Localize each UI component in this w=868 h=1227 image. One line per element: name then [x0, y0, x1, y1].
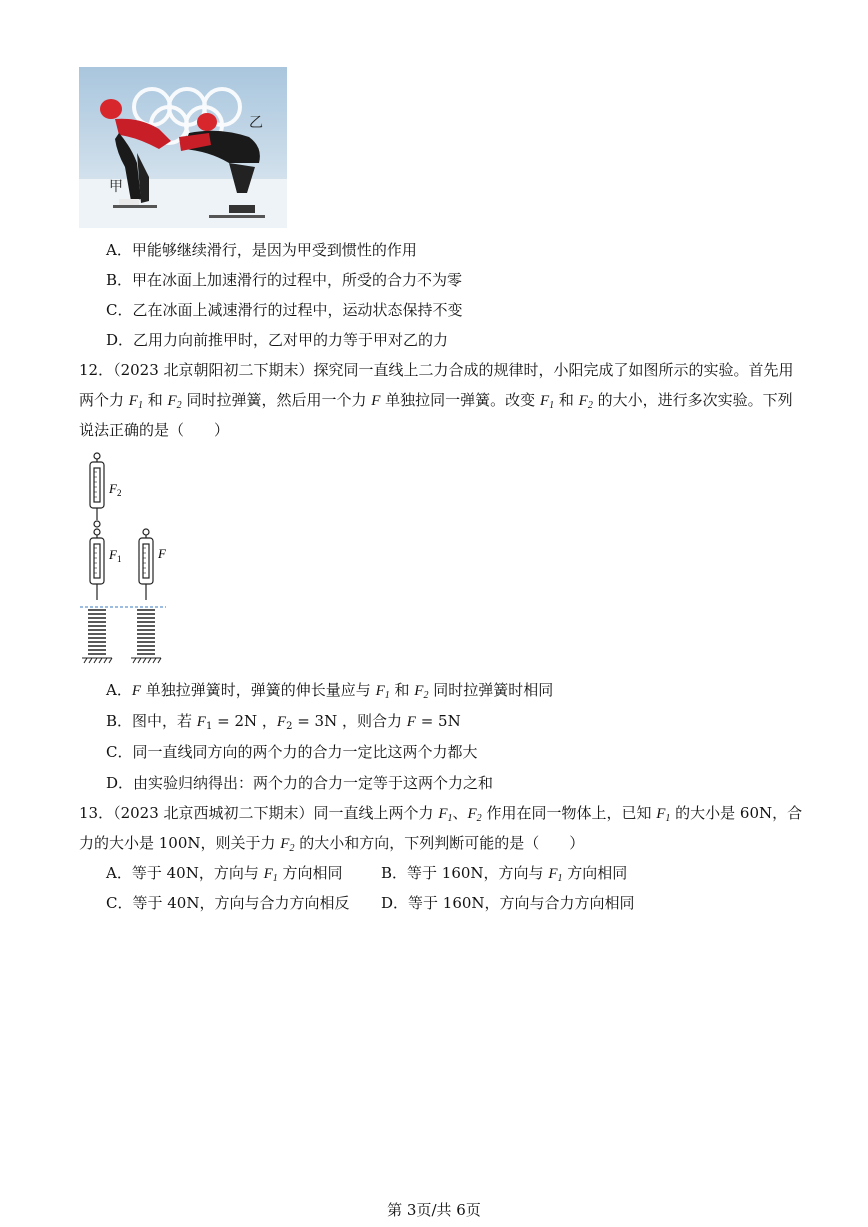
q11-option-c: C．乙在冰面上减速滑行的过程中，运动状态保持不变 [106, 301, 463, 319]
q12-option-c: C．同一直线同方向的两个力的合力一定比这两个力都大 [106, 743, 478, 761]
q11-option-d: D．乙用力向前推甲时，乙对甲的力等于甲对乙的力 [106, 331, 449, 349]
page-footer: 第 3页/共 6页 [387, 1201, 481, 1219]
label-yi: 乙 [249, 115, 263, 131]
q11-option-b: B．甲在冰面上加速滑行的过程中，所受的合力不为零 [106, 271, 463, 289]
q12-option-d: D．由实验归纳得出：两个力的合力一定等于这两个力之和 [106, 774, 494, 792]
spring-scale-diagram [76, 448, 176, 668]
fig-label-f1: $F_1$ [109, 547, 122, 564]
q13-option-a: A．等于 40N，方向与 $F_1$ 方向相同 [106, 864, 343, 884]
skaters-photo [79, 67, 287, 228]
q13-option-d: D．等于 160N，方向与合力方向相同 [381, 894, 635, 912]
q12-stem-line3: 说法正确的是（ ） [79, 421, 230, 439]
q13-option-b: B．等于 160N，方向与 $F_1$ 方向相同 [381, 864, 628, 884]
q12-stem-line1: 12．（2023 北京朝阳初二下期末）探究同一直线上二力合成的规律时，小阳完成了如图所示的实验。首先用 [79, 361, 794, 379]
label-jia: 甲 [109, 179, 123, 195]
q13-option-c: C．等于 40N，方向与合力方向相反 [106, 894, 350, 912]
q11-option-a: A．甲能够继续滑行，是因为甲受到惯性的作用 [106, 241, 417, 259]
fig-label-f2: $F_2$ [109, 481, 122, 498]
q12-option-a: A．F 单独拉弹簧时，弹簧的伸长量应与 $F_1$ 和 $F_2$ 同时拉弹簧时相同 [106, 681, 554, 701]
q13-stem-line1: 13．（2023 北京西城初二下期末）同一直线上两个力 $F_1$、$F_2$ 作用在同一物体上，已知 $F_1$ 的大小是 60N，合 [79, 804, 803, 824]
fig-label-f: F [158, 546, 166, 561]
q12-stem-line2: 两个力 $F_1$ 和 $F_2$ 同时拉弹簧，然后用一个力 F 单独拉同一弹簧。改变 $F_1$ 和 $F_2$ 的大小，进行多次实验。下列 [79, 391, 793, 411]
q12-option-b: B．图中，若 $F_1 = 2N$ ，$F_2 = 3N$ ，则合力 F = 5N [106, 712, 461, 732]
q13-stem-line2: 力的大小是 100N，则关于力 $F_2$ 的大小和方向，下列判断可能的是（ ） [79, 834, 585, 854]
